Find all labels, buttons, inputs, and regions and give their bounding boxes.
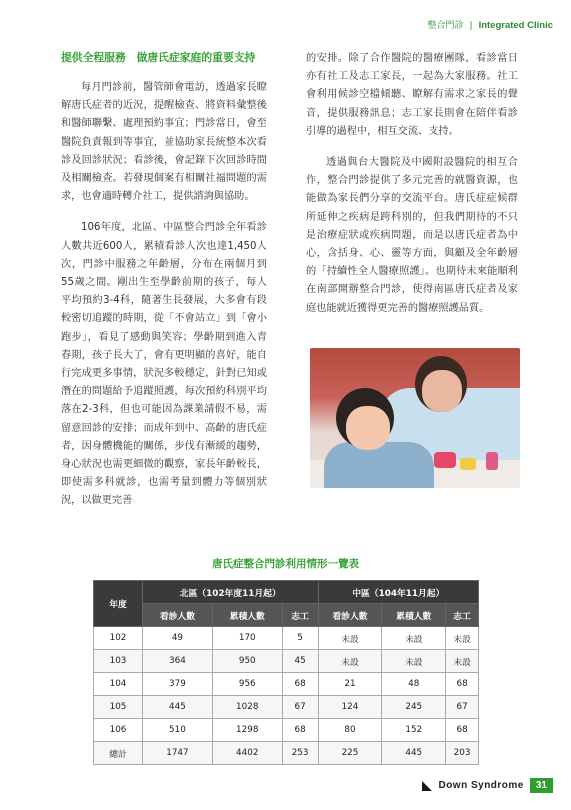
table-cell: 102 bbox=[94, 627, 143, 650]
table-row bbox=[94, 696, 479, 719]
col-header: 志工 bbox=[282, 604, 318, 627]
page-footer bbox=[422, 778, 553, 793]
table-cell: 1028 bbox=[212, 696, 282, 719]
table-cell: 45 bbox=[282, 650, 318, 673]
table-cell: 510 bbox=[143, 719, 213, 742]
table-cell: 170 bbox=[212, 627, 282, 650]
table-cell: 105 bbox=[94, 696, 143, 719]
photo-adult-face bbox=[422, 370, 462, 412]
table-cell: 68 bbox=[282, 719, 318, 742]
table-cell: 253 bbox=[282, 742, 318, 765]
table-cell: 445 bbox=[382, 742, 446, 765]
col-header: 累積人數 bbox=[212, 604, 282, 627]
header-separator: | bbox=[469, 21, 473, 31]
table-title: 唐氏症整合門診利用情形一覽表 bbox=[212, 558, 359, 570]
table-cell: 未設 bbox=[382, 627, 446, 650]
left-paragraph-2: 106年度，北區、中區整合門診全年看診人數共近600人，累積看診人次也達1,450人次，門診中服務之年齡層，分布在兩個月到55歲之間。剛出生至學齡前期的孩子，每人平均預約3-4科，隨著生長發展，大多會有段較密切追蹤的時期，從「不會站立」到「會小跑步」，看見了感動與笑容；學齡期到進入青春期，孩子長大了，會有更明顯的喜好，能自行完成更多事情，狀況多較穩定，針對已知或潛在的問題給予追蹤照護，每次預約科別平均落在2-3科，但也可能因為課業請假不易，需留意回診的安排；而成年到中、高齡的唐氏症者，因身體機能的關係，步伐有漸緩的趨勢，身心狀況也需更細微的觀察，家長年齡較長，即使需多科就診，也需考量到體力等個別狀況，以做更完善 bbox=[61, 222, 267, 507]
table-cell: 152 bbox=[382, 719, 446, 742]
table-cell: 1747 bbox=[143, 742, 213, 765]
table-cell: 68 bbox=[446, 719, 479, 742]
right-paragraph-2: 透過與台大醫院及中國附設醫院的相互合作，整合門診提供了多元完善的就醫資源，也能做為家長們分享的交流平台。唐氏症症候群所延伸之疾病是跨科別的，但我們期待的不只是治療症狀或疾病問題，而是以唐氏症者為中心，含括身、心、靈等方面，與顧及全年齡層的「持續性全人醫療照護」。也期待未來能順利在南部開辦整合門診，使得南區唐氏症者及家庭也能就近獲得更完善的醫療照護品質。 bbox=[306, 157, 518, 314]
section-label: 整合門診 bbox=[427, 21, 464, 31]
right-column bbox=[306, 50, 518, 331]
table-cell: 379 bbox=[143, 673, 213, 696]
table-row bbox=[94, 650, 479, 673]
table-cell: 106 bbox=[94, 719, 143, 742]
table-cell: 未設 bbox=[382, 650, 446, 673]
table-row bbox=[94, 719, 479, 742]
table-cell: 21 bbox=[318, 673, 382, 696]
table-row bbox=[94, 627, 479, 650]
table-cell: 956 bbox=[212, 673, 282, 696]
table-cell: 49 bbox=[143, 627, 213, 650]
table-cell: 80 bbox=[318, 719, 382, 742]
col-header: 看診人數 bbox=[318, 604, 382, 627]
table-cell: 225 bbox=[318, 742, 382, 765]
table-cell: 245 bbox=[382, 696, 446, 719]
page-header bbox=[428, 18, 554, 31]
photo-toy bbox=[460, 458, 476, 470]
triangle-icon bbox=[422, 781, 432, 791]
left-paragraph-1: 每月門診前，醫管師會電訪，透過家長瞭解唐氏症者的近況，提醒檢查、將資料彙整後和醫師聯繫、處理預約事宜；門診當日，會至醫院負責報到等事宜，並協助家長統整本次看診及回診狀況；看診後，會記錄下次回診時間及相關檢查。若發現個案有相關社福問題的需求，也會適時轉介社工，提供諮詢與協助。 bbox=[61, 82, 267, 203]
table-cell: 總計 bbox=[94, 742, 143, 765]
table-cell: 203 bbox=[446, 742, 479, 765]
table-cell: 1298 bbox=[212, 719, 282, 742]
table-cell: 950 bbox=[212, 650, 282, 673]
table-cell: 67 bbox=[446, 696, 479, 719]
north-group-header: 北區（102年度11月起） bbox=[143, 581, 319, 604]
table-cell: 未設 bbox=[318, 650, 382, 673]
table-row bbox=[94, 673, 479, 696]
article-heading: 提供全程服務 做唐氏症家庭的重要支持 bbox=[61, 51, 256, 64]
table-cell: 445 bbox=[143, 696, 213, 719]
table-cell: 48 bbox=[382, 673, 446, 696]
central-group-header: 中區（104年11月起） bbox=[318, 581, 478, 604]
photo-toy bbox=[434, 452, 456, 468]
col-header: 志工 bbox=[446, 604, 479, 627]
table-cell: 4402 bbox=[212, 742, 282, 765]
col-header: 看診人數 bbox=[143, 604, 213, 627]
table-cell: 68 bbox=[282, 673, 318, 696]
clinic-usage-table bbox=[93, 580, 479, 765]
clinic-photo bbox=[310, 348, 520, 488]
right-paragraph-1: 的安排。除了合作醫院的醫療團隊，看診當日亦有社工及志工家長，一起為大家服務。社工會利用候診空檔傾聽、瞭解有需求之家長的聲音，提供服務訊息；志工家長則會在陪伴看診引導的過程中，相互交流、支持。 bbox=[306, 53, 518, 137]
table-cell: 5 bbox=[282, 627, 318, 650]
photo-child-face bbox=[346, 406, 390, 450]
section-title-en: Integrated Clinic bbox=[478, 20, 553, 31]
table-cell: 未設 bbox=[446, 650, 479, 673]
left-column bbox=[61, 50, 267, 524]
table-cell: 67 bbox=[282, 696, 318, 719]
table-cell: 未設 bbox=[446, 627, 479, 650]
table-row-total bbox=[94, 742, 479, 765]
photo-toy bbox=[486, 452, 498, 470]
year-header: 年度 bbox=[94, 581, 143, 627]
table-cell: 103 bbox=[94, 650, 143, 673]
table-cell: 未設 bbox=[318, 627, 382, 650]
col-header: 累積人數 bbox=[382, 604, 446, 627]
table-cell: 364 bbox=[143, 650, 213, 673]
table-cell: 68 bbox=[446, 673, 479, 696]
table-cell: 104 bbox=[94, 673, 143, 696]
photo-child-body bbox=[324, 442, 434, 488]
magazine-name: Down Syndrome bbox=[438, 780, 524, 791]
page-number: 31 bbox=[530, 778, 553, 793]
table-cell: 124 bbox=[318, 696, 382, 719]
